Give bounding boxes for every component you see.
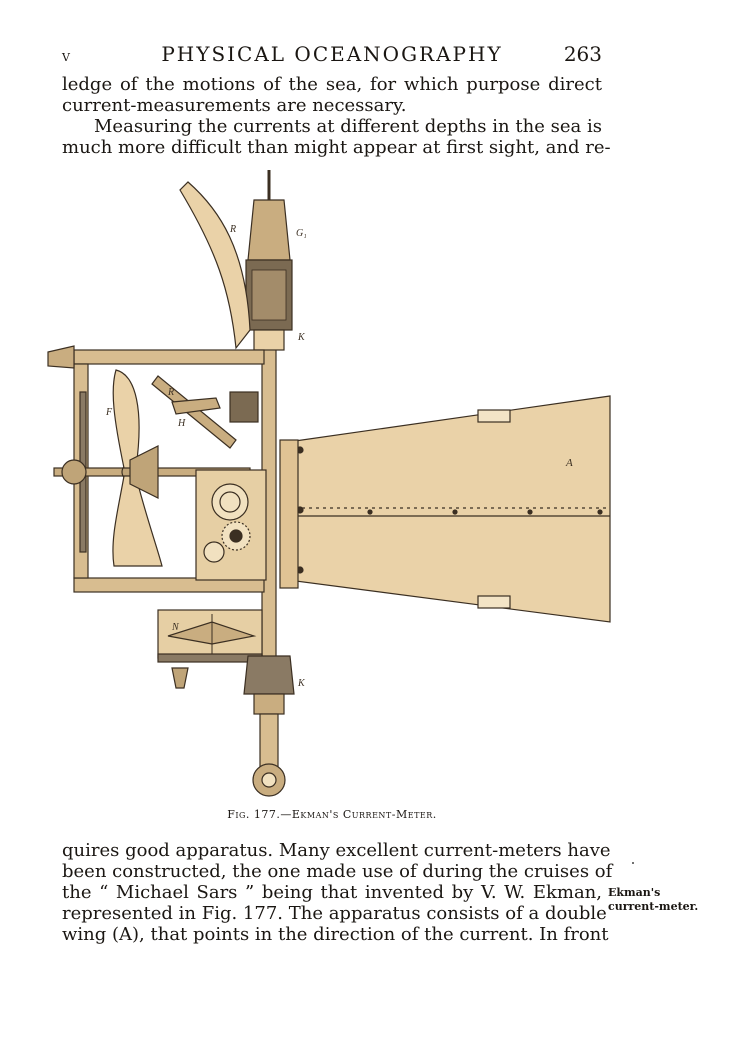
wing-mount-plate xyxy=(280,440,298,588)
label-k-upper: K xyxy=(298,332,305,343)
text-line: been constructed, the one made use of during the cruises of xyxy=(62,861,613,882)
counter-dial-3 xyxy=(204,542,224,562)
frame-nozzle xyxy=(48,346,74,368)
counter-dial-1 xyxy=(212,484,248,520)
frame-top-bar xyxy=(74,350,264,364)
margin-note xyxy=(608,886,698,914)
text-line: wing (A), that points in the direction of the current. In front xyxy=(62,924,609,945)
margin-note-line: Ekman's xyxy=(608,886,661,899)
wing-clamp-top xyxy=(478,410,510,422)
spring-box xyxy=(230,392,258,422)
margin-note-line: current-meter. xyxy=(608,900,699,913)
label-a: A xyxy=(566,457,573,469)
top-paragraph xyxy=(62,74,611,158)
page-number: 263 xyxy=(563,42,602,66)
chapter-number: v xyxy=(62,46,70,65)
page-header xyxy=(62,42,602,68)
top-housing-g1 xyxy=(248,200,290,260)
label-n: N xyxy=(172,622,179,633)
text-line: quires good apparatus. Many excellent current-meters have xyxy=(62,840,611,861)
lower-spindle xyxy=(260,714,278,770)
bottom-paragraph xyxy=(62,840,613,945)
figure-caption: Fig. 177.—Ekman's Current-Meter. xyxy=(227,808,437,821)
release-lever-r xyxy=(180,182,250,348)
shaft-hub xyxy=(62,460,86,484)
label-r-lower: R xyxy=(168,387,175,398)
wing-clamp-bottom xyxy=(478,596,510,608)
text-line: represented in Fig. 177. The apparatus consists of a double xyxy=(62,903,607,924)
label-g1: G₁ xyxy=(296,228,307,239)
label-r-upper: R xyxy=(230,224,237,235)
text-line: Measuring the currents at different depths in the sea is xyxy=(94,116,602,137)
text-line: much more difficult than might appear at first sight, and re- xyxy=(62,137,611,158)
label-f: F xyxy=(106,407,113,418)
text-line: the “ Michael Sars ” being that invented by V. W. Ekman, xyxy=(62,882,602,903)
current-meter-figure xyxy=(40,170,620,810)
ink-speck xyxy=(632,862,634,864)
text-line: ledge of the motions of the sea, for which purpose direct xyxy=(62,74,602,95)
compass-foot xyxy=(172,668,188,688)
label-h: H xyxy=(178,418,186,429)
text-line: current-measurements are necessary. xyxy=(62,95,407,116)
running-title: PHYSICAL OCEANOGRAPHY xyxy=(161,42,503,66)
wing-vane xyxy=(288,396,610,622)
label-k-lower: K xyxy=(298,678,305,689)
propeller-blade-upper xyxy=(113,370,139,468)
lower-clutch-block xyxy=(244,656,294,694)
current-meter-illustration xyxy=(40,170,620,810)
